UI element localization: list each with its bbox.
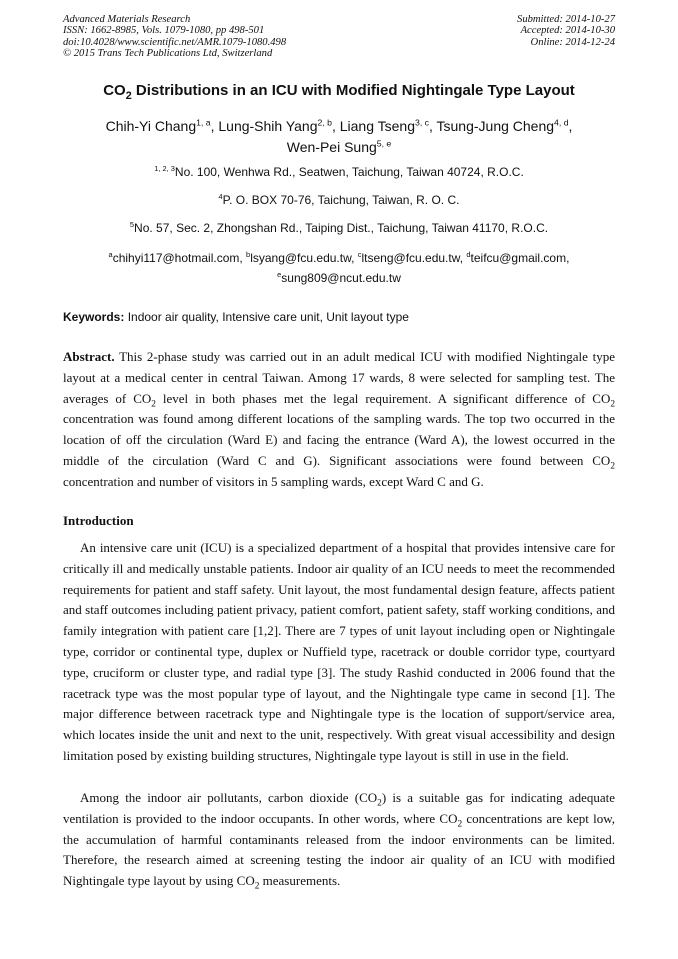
affiliation-1: $^{1, 2, 3}$No. 100, Wenhwa Rd., Seatwen, Taichung, Taiwan 40724, R.O.C. [154, 164, 524, 179]
online-date: Online: 2014-12-24 [530, 36, 615, 48]
email-list: $^a$chihyi117@hotmail.com, $^b$lsyang@fcu.edu.tw, $^c$ltseng@fcu.edu.tw, $^d$teifcu@gmail.com, $^e$sung809@ncut.edu.tw [108, 250, 570, 285]
paper-title: $CO_2$ Distributions in an ICU with Modified Nightingale Type Layout [103, 82, 575, 102]
abstract-label: Abstract. [63, 349, 115, 364]
journal-header-left [63, 14, 286, 60]
accepted-date: Accepted: 2014-10-30 [520, 25, 615, 37]
intro-paragraph-2: Among the indoor air pollutants, carbon dioxide $(CO_2)$ is a suitable gas for indicating adequate ventilation is provided to the indoor occupants. In other words, where $CO_2$ concentrations are kept low, the accumulation of harmful contaminants released from the indoor environments can be limited. Therefore, the research aimed at screening testing the indoor air quality of an ICU with modified Nightingale type layout by using $CO_2$ measurements. [63, 790, 616, 892]
journal-name: Advanced Materials Research [63, 14, 191, 25]
submitted-date: Submitted: 2014-10-27 [517, 14, 615, 25]
keywords-line [63, 310, 615, 324]
copyright-line: © 2015 Trans Tech Publications Ltd, Switzerland [63, 48, 273, 60]
issn-line: ISSN: 1662-8985, Vols. 1079-1080, pp 498-501 [63, 25, 265, 37]
email-link[interactable]: lsyang@fcu.edu.tw [250, 251, 352, 265]
affiliation-3: $^5$No. 57, Sec. 2, Zhongshan Rd., Taiping Dist., Taichung, Taiwan 41170, R.O.C. [129, 220, 549, 235]
journal-header-right [517, 14, 615, 48]
email-link[interactable]: ltseng@fcu.edu.tw [361, 251, 460, 265]
author-name: Tsung-Jung Cheng [436, 118, 555, 134]
intro-paragraph-1: An intensive care unit (ICU) is a specialized department of a hospital that provides intensive care for critically ill and medically unstable patients. Indoor air quality of an ICU needs to meet the recommended requirements for patient and staff safety. Unit layout, the most fundamental design feature, affects patient and staff outcomes including patient privacy, patient comfort, patient safety, staff working conditions, and family integration with patient care [1,2]. There are 7 types of unit layout including open or Nightingale type, corridor or continental type, duplex or Nuffield type, racetrack or double corridor type, courtyard type, cruciform or cluster type, and radial type [3]. The study Rashid conducted in 2006 found that the racetrack type was the most popular type of layout, and the Nightingale type came in second [1]. The major difference between racetrack type and Nightingale type is the location of support/service area, which locates inside the unit and next to the unit, respectively. With great visual accessibility and design limitation posed by existing building structures, Nightingale type layout is still in use in the field. [63, 540, 615, 763]
keywords-label: Keywords: [63, 310, 125, 324]
author-name: Liang Tseng [339, 118, 415, 134]
doi-line: doi:10.4028/www.scientific.net/AMR.1079-1080.498 [63, 36, 287, 48]
author-name: Lung-Shih Yang [218, 118, 318, 134]
email-link[interactable]: teifcu@gmail.com [470, 251, 567, 265]
keywords-text: Indoor air quality, Intensive care unit, Unit layout type [124, 310, 409, 324]
email-link[interactable]: sung809@ncut.edu.tw [281, 271, 401, 285]
author-name: Chih-Yi Chang [105, 118, 197, 134]
email-link[interactable]: chihyi117@hotmail.com [112, 251, 240, 265]
section-heading-introduction: Introduction [63, 513, 134, 528]
abstract-paragraph: Abstract. This 2-phase study was carried out in an adult medical ICU with modified Nightingale type layout at a medical center in central Taiwan. Among 17 wards, 8 were selected for sampling test. The averages of $CO_2$ level in both phases met the legal requirement. A significant difference of $CO_2$ concentration was found among different locations of the sampling wards. The top two occurred in the location of off the circulation (Ward E) and facing the entrance (Ward A), the lowest occurred in the middle of the circulation (Ward C and G). Significant associations were found between $CO_2$ concentration and number of visitors in 5 sampling wards, except Ward C and G. [63, 349, 615, 489]
author-name: Wen-Pei Sung [286, 139, 377, 155]
author-list: Chih-Yi Chang$^{1, a}$, Lung-Shih Yang$^{2, b}$, Liang Tseng$^{3, c}$, Tsung-Jung Cheng$^{4, d}$, Wen-Pei Sung$^{5, e}$ [105, 117, 573, 155]
affiliation-2: $^4$P. O. BOX 70-76, Taichung, Taiwan, R. O. C. [218, 192, 460, 207]
